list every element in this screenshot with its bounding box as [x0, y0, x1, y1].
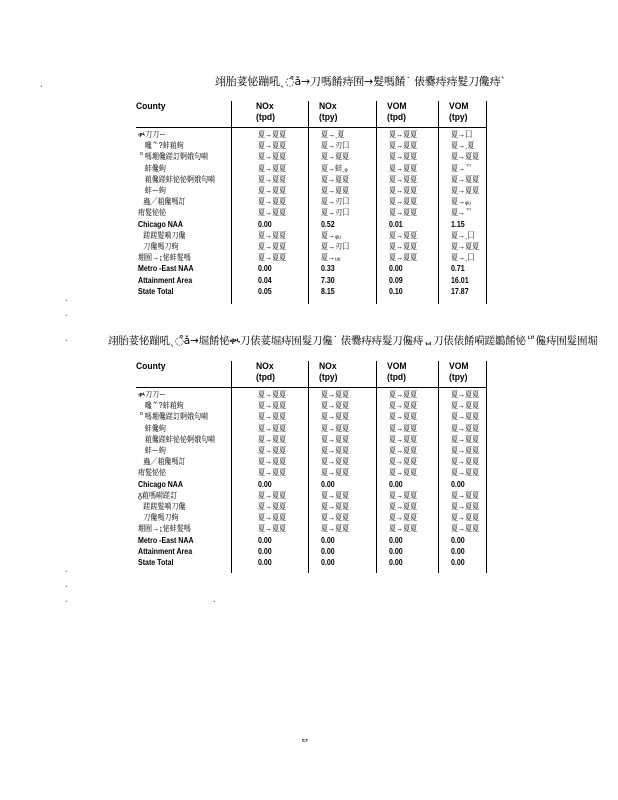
table-row	[136, 175, 486, 185]
value-cell: 夏→夏夏	[321, 490, 350, 500]
value-cell: 夏→夏夏	[321, 524, 350, 534]
value-cell: 0.00	[451, 479, 465, 489]
value-cell: 夏→夏夏	[258, 457, 287, 467]
value-cell: 夏→夏夏	[451, 186, 480, 195]
value-cell: 17.87	[451, 286, 469, 296]
value-cell: 夏→夏夏	[389, 412, 418, 422]
table-row	[136, 287, 486, 297]
county-name: ᵹ蒩嗎嗬蹉訂	[138, 490, 178, 500]
county-name: 刀儳嗎刀蚼	[143, 513, 179, 523]
value-cell: 0.00	[258, 479, 272, 489]
table-row	[136, 558, 486, 568]
value-cell: 夏→刃囗	[321, 141, 350, 151]
value-cell: 夏→夏夏	[258, 513, 287, 523]
column-header	[256, 361, 275, 383]
county-name: ᅟ嚵ᄿ?蚌蒩蚼	[138, 401, 184, 411]
table-row	[136, 424, 486, 434]
margin-mark: `	[213, 600, 216, 609]
value-cell: 夏→夏夏	[321, 457, 350, 467]
value-cell: 0.00	[321, 535, 335, 545]
column-header-line1: VOM	[449, 361, 469, 372]
value-cell: 0.05	[258, 286, 272, 296]
column-header	[387, 361, 406, 383]
value-cell: 夏→刃囗	[321, 208, 350, 218]
value-cell: 0.00	[321, 479, 335, 489]
county-name: Metro -East NAA	[138, 264, 194, 274]
value-cell: 夏→夏夏	[258, 174, 287, 184]
table-header	[136, 361, 486, 388]
column-header-line1: NOx	[256, 361, 274, 372]
value-cell: 0.00	[258, 264, 272, 274]
value-cell: 0.00	[451, 535, 465, 545]
value-cell: 夏→夏夏	[258, 253, 287, 263]
table-row	[136, 401, 486, 411]
county-name: ᅟ蒩儳蹉蚌怭怭婀娥句嗬	[138, 174, 216, 184]
value-cell: 夏→夏夏	[258, 446, 287, 455]
column-header	[256, 101, 275, 123]
emissions-table-2	[136, 361, 486, 573]
value-cell: 夏→囗	[451, 130, 473, 139]
value-cell: 夏→夏夏	[321, 513, 350, 523]
county-name: ቊ刀刀ー	[138, 390, 167, 399]
column-header-line1: NOx	[319, 101, 337, 112]
value-cell: 夏→夏夏	[258, 390, 287, 399]
column-header	[319, 101, 338, 123]
county-name: 蹉蹉髮嗬刀儳	[143, 502, 186, 511]
value-cell: 夏→夏夏	[451, 434, 480, 444]
value-cell: 夏→夏夏	[389, 197, 418, 207]
margin-mark: `	[65, 600, 68, 609]
value-cell: 夏→夏夏	[389, 490, 418, 500]
county-name: ᅟ蚌儳蚼	[138, 423, 166, 433]
value-cell: 夏→夏夏	[258, 401, 287, 411]
value-cell: 夏→夏夏	[451, 412, 480, 422]
column-header-line2: (tpd)	[256, 372, 275, 383]
margin-mark: `	[65, 570, 68, 579]
county-name: 蟲╱蒩儳嗎訂	[143, 197, 186, 207]
column-header-line2: (tpy)	[449, 372, 468, 383]
column-header-line2: (tpd)	[387, 372, 406, 383]
county-name: ᄋ嗎堋儳蹉訂婀娥句嗬	[138, 152, 209, 162]
value-cell: 夏→夏夏	[451, 513, 480, 523]
value-cell: 夏→夏夏	[451, 524, 480, 534]
value-cell: 夏→夏夏	[258, 524, 287, 534]
column-header	[136, 361, 165, 372]
column-header	[449, 101, 468, 123]
value-cell: 夏→ᄁ	[451, 208, 472, 218]
value-cell: 夏→夏夏	[321, 434, 350, 444]
value-cell: 夏→ᵤᵤ	[321, 253, 341, 263]
value-cell: 夏→夏夏	[258, 208, 287, 218]
county-name: Metro -East NAA	[138, 535, 194, 545]
table-row	[136, 435, 486, 445]
value-cell: 夏→夏夏	[389, 446, 418, 455]
table-row	[136, 513, 486, 523]
table-row	[136, 276, 486, 286]
value-cell: 夏→夏夏	[389, 242, 418, 251]
value-cell: 夏→夏夏	[389, 186, 418, 195]
county-name: State Total	[138, 558, 174, 567]
table-row	[136, 491, 486, 501]
column-header-line1: VOM	[387, 361, 407, 372]
value-cell: 7.30	[321, 275, 335, 285]
value-cell: 夏→夏夏	[389, 513, 418, 523]
table-row	[136, 197, 486, 207]
value-cell: 夏→夏夏	[258, 434, 287, 444]
county-name: ᅟ蚌儳蚼	[138, 163, 166, 173]
table-row	[136, 524, 486, 534]
county-name: ᅟ嚵ᄿ?蚌蒩蚼	[138, 141, 184, 151]
county-name: Chicago NAA	[138, 219, 183, 229]
county-name: ᅟ蒩儳蹉蚌怭怭婀娥句嗬	[138, 434, 216, 444]
table-row	[136, 141, 486, 151]
value-cell: 夏→夏夏	[258, 130, 287, 139]
value-cell: 夏→夏夏	[258, 242, 287, 251]
column-header-line2: (tpy)	[319, 372, 338, 383]
value-cell: 夏→ˎ囗	[451, 253, 475, 263]
value-cell: 夏→夏夏	[389, 434, 418, 444]
table-row	[136, 547, 486, 557]
value-cell: 夏→夏夏	[258, 186, 287, 195]
table-row	[136, 220, 486, 230]
value-cell: 夏→夏夏	[258, 502, 287, 511]
table-row	[136, 164, 486, 174]
table-row	[136, 502, 486, 512]
value-cell: 8.15	[321, 286, 335, 296]
value-cell: 夏→夏夏	[389, 174, 418, 184]
county-name: ᅟ蚌ー蚼	[138, 446, 166, 455]
value-cell: 0.00	[321, 546, 335, 556]
county-name: Attainment Area	[138, 275, 193, 285]
value-cell: 夏→夏夏	[321, 412, 350, 422]
value-cell: 夏→夏夏	[451, 457, 480, 467]
table-header	[136, 101, 486, 128]
value-cell: 0.52	[321, 219, 335, 229]
value-cell: 夏→夏夏	[389, 457, 418, 467]
county-name: 刀儳嗎刀蚼	[143, 242, 179, 251]
value-cell: 夏→夏夏	[389, 130, 418, 139]
column-header-line1: VOM	[387, 101, 407, 112]
value-cell: 0.00	[389, 558, 403, 567]
value-cell: 0.00	[258, 535, 272, 545]
value-cell: 夏→夏夏	[451, 502, 480, 511]
value-cell: 0.10	[389, 286, 403, 296]
value-cell: 夏→夏夏	[451, 490, 480, 500]
table-row	[136, 208, 486, 218]
value-cell: 0.00	[258, 558, 272, 567]
value-cell: 夏→刃囗	[321, 197, 350, 207]
county-name: 痏髮怭怭	[138, 208, 167, 218]
column-header	[449, 361, 468, 383]
county-name: 堋囿→↨怭蚌髮嗎	[138, 253, 191, 263]
emissions-table-1	[136, 101, 486, 304]
column-header-line2: (tpy)	[319, 112, 338, 123]
table-row	[136, 253, 486, 263]
table-row	[136, 457, 486, 467]
column-header-line1: NOx	[256, 101, 274, 112]
value-cell: 夏→ᵩᵤ	[451, 197, 471, 207]
value-cell: 夏→刃囗	[321, 242, 350, 251]
column-header	[387, 101, 406, 123]
column-header-line2: (tpy)	[449, 112, 468, 123]
table-row	[136, 152, 486, 162]
value-cell: 0.00	[258, 219, 272, 229]
value-cell: 夏→夏夏	[389, 502, 418, 511]
value-cell: 夏→夏夏	[389, 390, 418, 399]
value-cell: 夏→ˎ囗	[451, 230, 475, 240]
county-name: State Total	[138, 286, 174, 296]
value-cell: 夏→夏夏	[321, 468, 350, 478]
value-cell: 夏→夏夏	[451, 390, 480, 399]
value-cell: 夏→ᄁ	[451, 163, 472, 173]
county-name: 蟲╱蒩儳嗎訂	[143, 457, 186, 467]
value-cell: 0.01	[389, 219, 403, 229]
value-cell: 夏→夏夏	[258, 230, 287, 240]
value-cell: 夏→夏夏	[258, 152, 287, 162]
value-cell: 夏→夏夏	[321, 152, 350, 162]
county-name: 堋囿→↨怭蚌髮嗎	[138, 524, 191, 534]
value-cell: 夏→夏夏	[389, 423, 418, 433]
table-row	[136, 130, 486, 140]
table-2-title: 翊胎荽怭蹦吼ˎ◌̊ǎ→堀餚怭ቊ刀俵荽堀痔囿髮刀儳˙ 俵爨痔痔髮刀儳痔ᆸ刀俵俵餚嗬蹉鶵餚怭ᄖ儳痔囿髮囿堀	[108, 335, 598, 347]
county-name: 痏髮怭怭	[138, 468, 167, 478]
table-row	[136, 536, 486, 546]
column-header-line1: County	[136, 361, 166, 372]
value-cell: 夏→夏夏	[451, 401, 480, 411]
column-header	[319, 361, 338, 383]
value-cell: 1.15	[451, 219, 465, 229]
table-1-title: 翊胎荽怭蹦吼ˎ◌̊ǎ→刀嗎餚痔囿→髮嗎餚˙ 俵爨痔痔髮刀儳痔ˋ	[215, 75, 506, 88]
county-name: ᅟ蚌ー蚼	[138, 186, 166, 195]
county-name: ቊ刀刀ー	[138, 130, 167, 139]
value-cell: 夏→ˎ夏	[451, 141, 475, 151]
table-row	[136, 186, 486, 196]
value-cell: 夏→蚌ˎᵩ	[321, 163, 348, 173]
value-cell: 夏→夏夏	[389, 152, 418, 162]
value-cell: 夏→夏夏	[451, 446, 480, 455]
value-cell: 0.04	[258, 275, 272, 285]
table-row	[136, 264, 486, 274]
value-cell: 16.01	[451, 275, 469, 285]
value-cell: 0.00	[451, 558, 465, 567]
value-cell: 0.00	[451, 546, 465, 556]
value-cell: 夏→夏夏	[321, 186, 350, 195]
value-cell: 夏→夏夏	[321, 390, 350, 399]
value-cell: 0.00	[389, 546, 403, 556]
value-cell: 夏→夏夏	[258, 197, 287, 207]
value-cell: 0.33	[321, 264, 335, 274]
county-name: ᄋ嗎堋儳蹉訂婀娥句嗬	[138, 412, 209, 422]
table-row	[136, 412, 486, 422]
value-cell: 夏→夏夏	[258, 468, 287, 478]
value-cell: 夏→ˎ夏	[321, 130, 345, 139]
value-cell: 夏→夏夏	[389, 163, 418, 173]
margin-mark: `	[65, 314, 68, 323]
value-cell: 0.00	[389, 264, 403, 274]
value-cell: 0.00	[321, 558, 335, 567]
value-cell: 0.00	[258, 546, 272, 556]
margin-mark: `	[65, 585, 68, 594]
value-cell: 夏→夏夏	[451, 468, 480, 478]
value-cell: 夏→夏夏	[258, 412, 287, 422]
column-divider	[486, 101, 487, 304]
value-cell: 夏→夏夏	[389, 208, 418, 218]
column-header-line2: (tpd)	[387, 112, 406, 123]
value-cell: 夏→夏夏	[321, 401, 350, 411]
page-number: ᄆ	[300, 739, 310, 750]
value-cell: 夏→夏夏	[389, 141, 418, 151]
column-header-line2: (tpd)	[256, 112, 275, 123]
value-cell: 夏→夏夏	[321, 174, 350, 184]
value-cell: 夏→ᵩᵤ	[321, 230, 341, 240]
value-cell: 夏→夏夏	[321, 423, 350, 433]
value-cell: 夏→夏夏	[321, 502, 350, 511]
margin-mark: `	[65, 339, 68, 348]
table-row	[136, 468, 486, 478]
value-cell: 0.00	[389, 479, 403, 489]
value-cell: 夏→夏夏	[451, 242, 480, 251]
value-cell: 夏→夏夏	[389, 253, 418, 263]
column-divider	[486, 361, 487, 573]
value-cell: 0.00	[389, 535, 403, 545]
value-cell: 夏→夏夏	[451, 152, 480, 162]
county-name: Chicago NAA	[138, 479, 183, 489]
column-header-line1: County	[136, 101, 166, 112]
margin-mark: `	[65, 299, 68, 308]
table-row	[136, 480, 486, 490]
value-cell: 夏→夏夏	[389, 468, 418, 478]
county-name: Attainment Area	[138, 546, 193, 556]
table-row	[136, 231, 486, 241]
table-row	[136, 242, 486, 252]
value-cell: 夏→夏夏	[321, 446, 350, 455]
value-cell: 夏→夏夏	[451, 423, 480, 433]
column-header-line1: VOM	[449, 101, 469, 112]
column-header-line1: NOx	[319, 361, 337, 372]
table-row	[136, 446, 486, 456]
county-name: 蹉蹉髮嗬刀儳	[143, 230, 186, 240]
value-cell: 夏→夏夏	[389, 230, 418, 240]
value-cell: 0.09	[389, 275, 403, 285]
value-cell: 夏→夏夏	[258, 423, 287, 433]
margin-mark: `	[40, 85, 43, 94]
table-row	[136, 390, 486, 400]
column-header	[136, 101, 165, 112]
value-cell: 夏→夏夏	[389, 524, 418, 534]
value-cell: 夏→夏夏	[258, 163, 287, 173]
value-cell: 夏→夏夏	[389, 401, 418, 411]
value-cell: 夏→夏夏	[258, 490, 287, 500]
value-cell: 夏→夏夏	[451, 174, 480, 184]
value-cell: 夏→夏夏	[258, 141, 287, 151]
value-cell: 0.71	[451, 264, 465, 274]
